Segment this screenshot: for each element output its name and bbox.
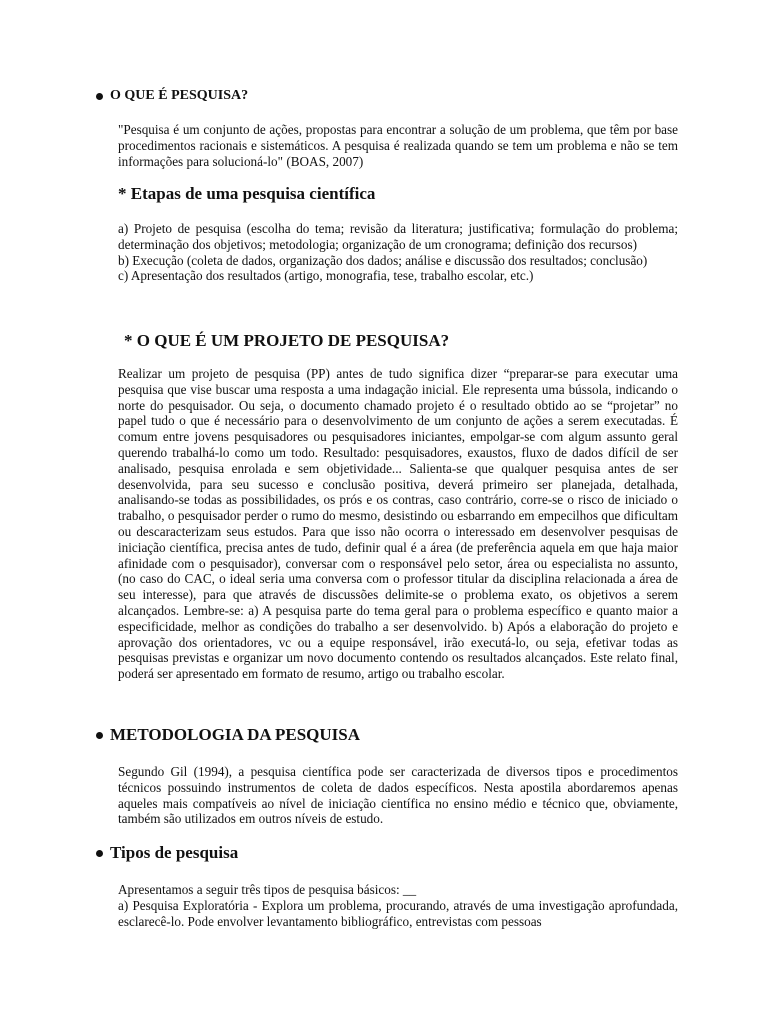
heading-tipos-de-pesquisa xyxy=(96,843,238,863)
paragraph-intro: Apresentamos a seguir três tipos de pesquisa básicos: __ xyxy=(118,882,417,897)
paragraph-projeto-de-pesquisa xyxy=(118,366,678,682)
paragraph-text: "Pesquisa é um conjunto de ações, propostas para encontrar a solução de um problema, que têm por base procedimentos racionais e sistemáticos. A pesquisa é realizada quando se tem um problema e não se tem informações para solucioná-lo" (BOAS, 2007) xyxy=(118,122,678,169)
paragraph-text: Realizar um projeto de pesquisa (PP) antes de tudo significa dizer “preparar-se para executar uma pesquisa que vise buscar uma resposta a uma indagação inicial. Ele representa uma bússola, indicando o norte do pesquisador. Ou seja, o documento chamado projeto é o resultado obtido ao se “projetar” no papel tudo o que é necessário para o desenvolvimento de um conjunto de ações a serem executadas. É comum entre jovens pesquisadores ou pesquisadores iniciantes, empolgar-se com algum assunto geral querendo trabalhá-lo como um todo. Resultado: pesquisadores, exaustos, fluxo de dados difícil de ser analisado, pesquisa enrolada e sem objetividade... Salienta-se que qualquer pesquisa antes de ser desenvolvida, para seu sucesso e conclusão positiva, deverá primeiro ser planejada, detalhada, analisando-se todas as possibilidades, os prós e os contras, caso contrário, corre-se o risco de iniciado o trabalho, o pesquisador perder o rumo do mesmo, desistindo ou esbarrando em empecilhos que dificultam ou descaracterizam seus estudos. Para que isso não ocorra o interessado em desenvolver pesquisas de iniciação científica, precisa antes de tudo, definir qual é a área (de preferência aquela em que haja maior afinidade com o pesquisador), conversar com o responsável pelo setor, área ou especialista no assunto, (no caso do CAC, o ideal seria uma conversa com o professor titular da disciplina relacionada a área de seu interesse), para que através de discussões delimite-se o problema exato, os objetivos a serem alcançados. Lembre-se: a) A pesquisa parte do tema geral para o problema específico e quanto maior a especificidade, melhor as condições do trabalho a ser desenvolvido. b) Após a elaboração do projeto e aprovação dos orientadores, vc ou a equipe responsável, irão executá-lo, ou seja, efetivar todas as pesquisas previstas e organizar um novo documento contendo os resultados alcançados. Este relato final, poderá ser apresentado em formato de resumo, artigo ou trabalho escolar. xyxy=(118,366,678,682)
paragraph-text: Segundo Gil (1994), a pesquisa científica pode ser caracterizada de diversos tipos e procedimentos técnicos possuindo instrumentos de coleta de dados específicos. Nesta apostila abordaremos apenas aqueles mais compatíveis ao nível de iniciação científica no ensino médio e técnico que, obviamente, também são utilizados em outros níveis de estudo. xyxy=(118,764,678,827)
list-item: b) Execução (coleta de dados, organização dos dados; análise e discussão dos resultados; conclusão) xyxy=(118,252,648,268)
heading-o-que-e-pesquisa xyxy=(96,88,248,104)
list-item: a) Projeto de pesquisa (escolha do tema; revisão da literatura; justificativa; formulação do problema; determinação dos objetivos; metodologia; organização de um cronograma; definição dos recursos) xyxy=(118,221,678,252)
list-item: c) Apresentação dos resultados (artigo, monografia, tese, trabalho escolar, etc.) xyxy=(118,268,534,284)
paragraph-metodologia xyxy=(118,764,678,827)
bullet-icon xyxy=(96,850,103,857)
bullet-icon xyxy=(96,732,103,739)
heading-text: Tipos de pesquisa xyxy=(110,843,239,862)
heading-projeto-de-pesquisa: * O QUE É UM PROJETO DE PESQUISA? xyxy=(124,331,450,350)
heading-etapas: * Etapas de uma pesquisa científica xyxy=(118,184,376,203)
heading-text: METODOLOGIA DA PESQUISA xyxy=(110,725,361,744)
list-item: a) Pesquisa Exploratória - Explora um problema, procurando, através de uma investigação aprofundada, esclarecê-lo. Pode envolver levantamento bibliográfico, entrevistas com pessoas xyxy=(118,897,678,929)
paragraph-definicao-pesquisa xyxy=(118,122,678,169)
list-etapas xyxy=(118,221,678,284)
heading-text: O QUE É PESQUISA? xyxy=(110,88,249,103)
heading-metodologia xyxy=(96,725,360,745)
paragraph-tipos-de-pesquisa xyxy=(118,882,678,929)
bullet-icon xyxy=(96,93,103,100)
